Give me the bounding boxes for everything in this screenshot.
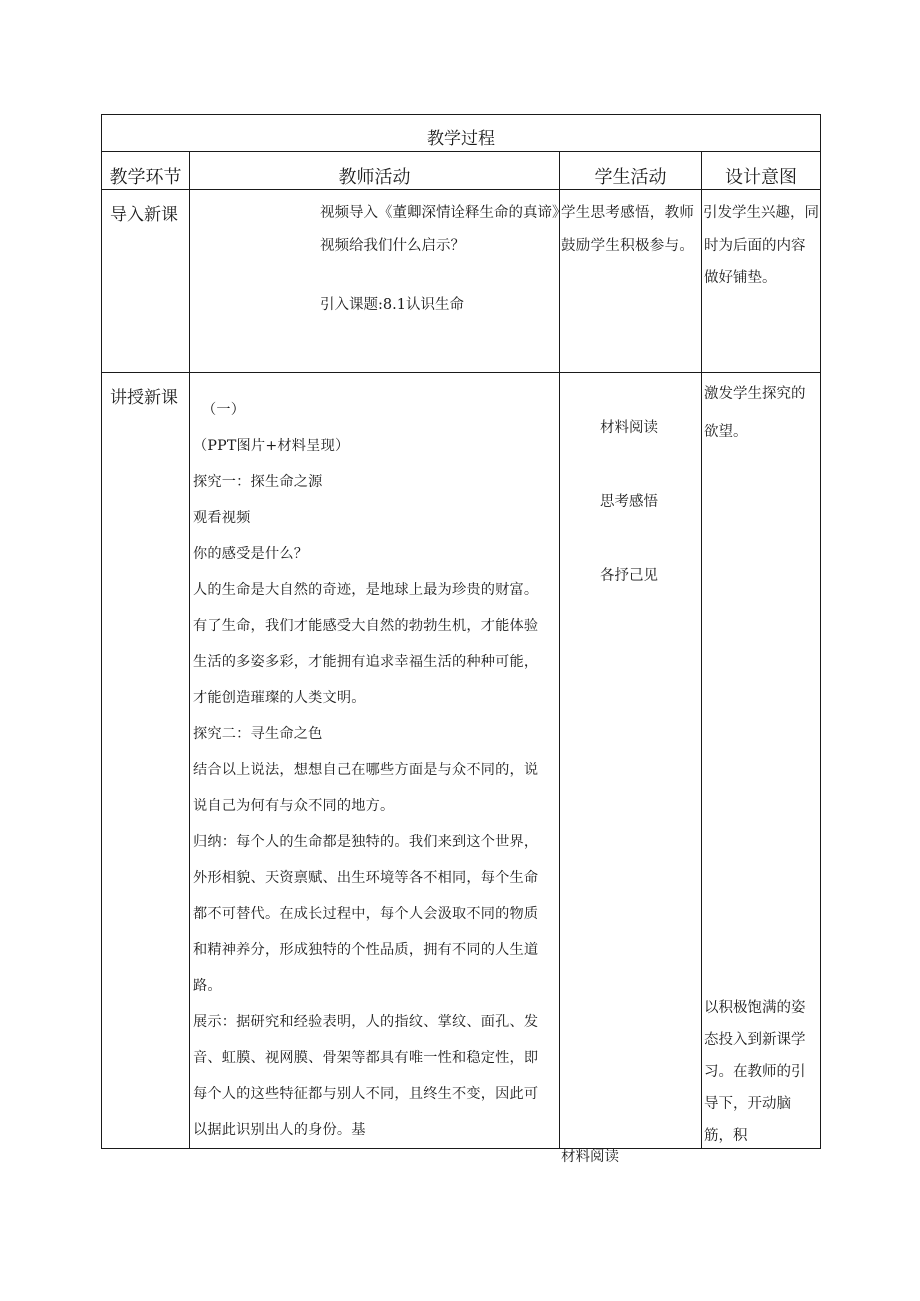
intro-student-line: 学生思考感悟，教师 (561, 205, 695, 221)
intro-design-line: 做好铺垫。 (704, 270, 777, 286)
teacher-line: 归纳：每个人的生命都是独特的。我们来到这个世界， (193, 834, 539, 850)
intro-teacher-line: 引入课题:8.1认识生命 (320, 297, 464, 313)
design-line: 习。在教师的引 (704, 1064, 806, 1080)
teacher-line: 观看视频 (193, 510, 251, 526)
teacher-line: 以据此识别出人的身份。基 (193, 1122, 366, 1138)
teacher-line: 生活的多姿多彩，才能拥有追求幸福生活的种种可能， (193, 654, 539, 670)
table-header-row (102, 152, 821, 190)
teacher-line: （一） (202, 402, 246, 418)
teacher-line: 展示：据研究和经验表明，人的指纹、掌纹、面孔、发 (193, 1014, 539, 1030)
header-stage: 教学环节 (109, 167, 182, 188)
design-line: 态投入到新课学 (704, 1032, 806, 1048)
teacher-line: 外形相貌、天资禀赋、出生环境等各不相同，每个生命 (193, 870, 539, 886)
table-title-cell (102, 115, 821, 152)
intro-teacher-cell (190, 190, 567, 373)
intro-design-line: 引发学生兴趣，同 (703, 205, 819, 221)
teacher-line: 和精神养分，形成独特的个性品质，拥有不同的人生道 (193, 942, 539, 958)
student-activity-reading: 材料阅读 (600, 420, 658, 436)
intro-teacher-line: 视频给我们什么启示？ (320, 237, 465, 254)
student-activity-share: 各抒己见 (600, 568, 658, 584)
intro-student-line: 鼓励学生积极参与。 (561, 237, 695, 254)
table-title-row (102, 115, 821, 152)
teacher-line: 探究二：寻生命之色 (193, 726, 323, 742)
teacher-line: 你的感受是什么？ (193, 546, 309, 562)
header-student-activity: 学生活动 (594, 167, 667, 188)
intro-teacher-line: 视频导入《董卿深情诠释生命的真谛》 (320, 205, 567, 221)
design-line: 筋，积 (704, 1128, 748, 1144)
design-line: 激发学生探究的 (704, 386, 806, 402)
teacher-line: 说自己为何有与众不同的地方。 (193, 798, 395, 814)
student-activity-reflect: 思考感悟 (600, 494, 658, 510)
teacher-line: 结合以上说法，想想自己在哪些方面是与众不同的，说 (193, 762, 539, 778)
teacher-line: 每个人的这些特征都与别人不同，且终生不变，因此可 (193, 1086, 539, 1102)
header-cell-design (702, 152, 821, 190)
teach-teacher-cell (190, 373, 560, 1149)
header-cell-stage (102, 152, 190, 190)
teacher-line: 路。 (193, 978, 222, 994)
header-cell-student (560, 152, 702, 190)
teach-student-cell (560, 373, 702, 1165)
table-title: 教学过程 (427, 129, 495, 149)
teacher-line: 有了生命，我们才能感受大自然的勃勃生机，才能体验 (193, 618, 539, 634)
teach-design-cell (702, 373, 821, 1149)
teacher-line: 才能创造璀璨的人类文明。 (193, 690, 366, 706)
header-cell-teacher (190, 152, 560, 190)
intro-design-line: 时为后面的内容 (704, 237, 806, 254)
teacher-line: （PPT图片+材料呈现） (193, 438, 350, 454)
teach-section-cell (102, 373, 190, 1149)
teach-section-label: 讲授新课 (110, 388, 178, 408)
design-line: 欲望。 (704, 424, 748, 440)
teacher-line: 音、虹膜、视网膜、骨架等都具有唯一性和稳定性，即 (193, 1050, 539, 1066)
header-teacher-activity: 教师活动 (338, 167, 411, 188)
teaching-process-table (101, 114, 821, 1165)
student-activity-reading-2: 材料阅读 (561, 1149, 619, 1165)
header-design-intent: 设计意图 (725, 167, 797, 188)
table-row-teach (102, 373, 821, 1149)
intro-section-label: 导入新课 (110, 205, 178, 225)
table-row-intro (102, 190, 821, 373)
intro-student-cell (560, 190, 702, 373)
teacher-line: 都不可替代。在成长过程中，每个人会汲取不同的物质 (193, 906, 539, 922)
intro-section-cell (102, 190, 190, 373)
intro-design-cell (702, 190, 821, 373)
teacher-line: 探究一：探生命之源 (193, 474, 323, 490)
teacher-line: 人的生命是大自然的奇迹，是地球上最为珍贵的财富。 (193, 582, 539, 598)
design-line: 以积极饱满的姿 (704, 1000, 806, 1016)
design-line: 导下，开动脑 (704, 1096, 791, 1112)
